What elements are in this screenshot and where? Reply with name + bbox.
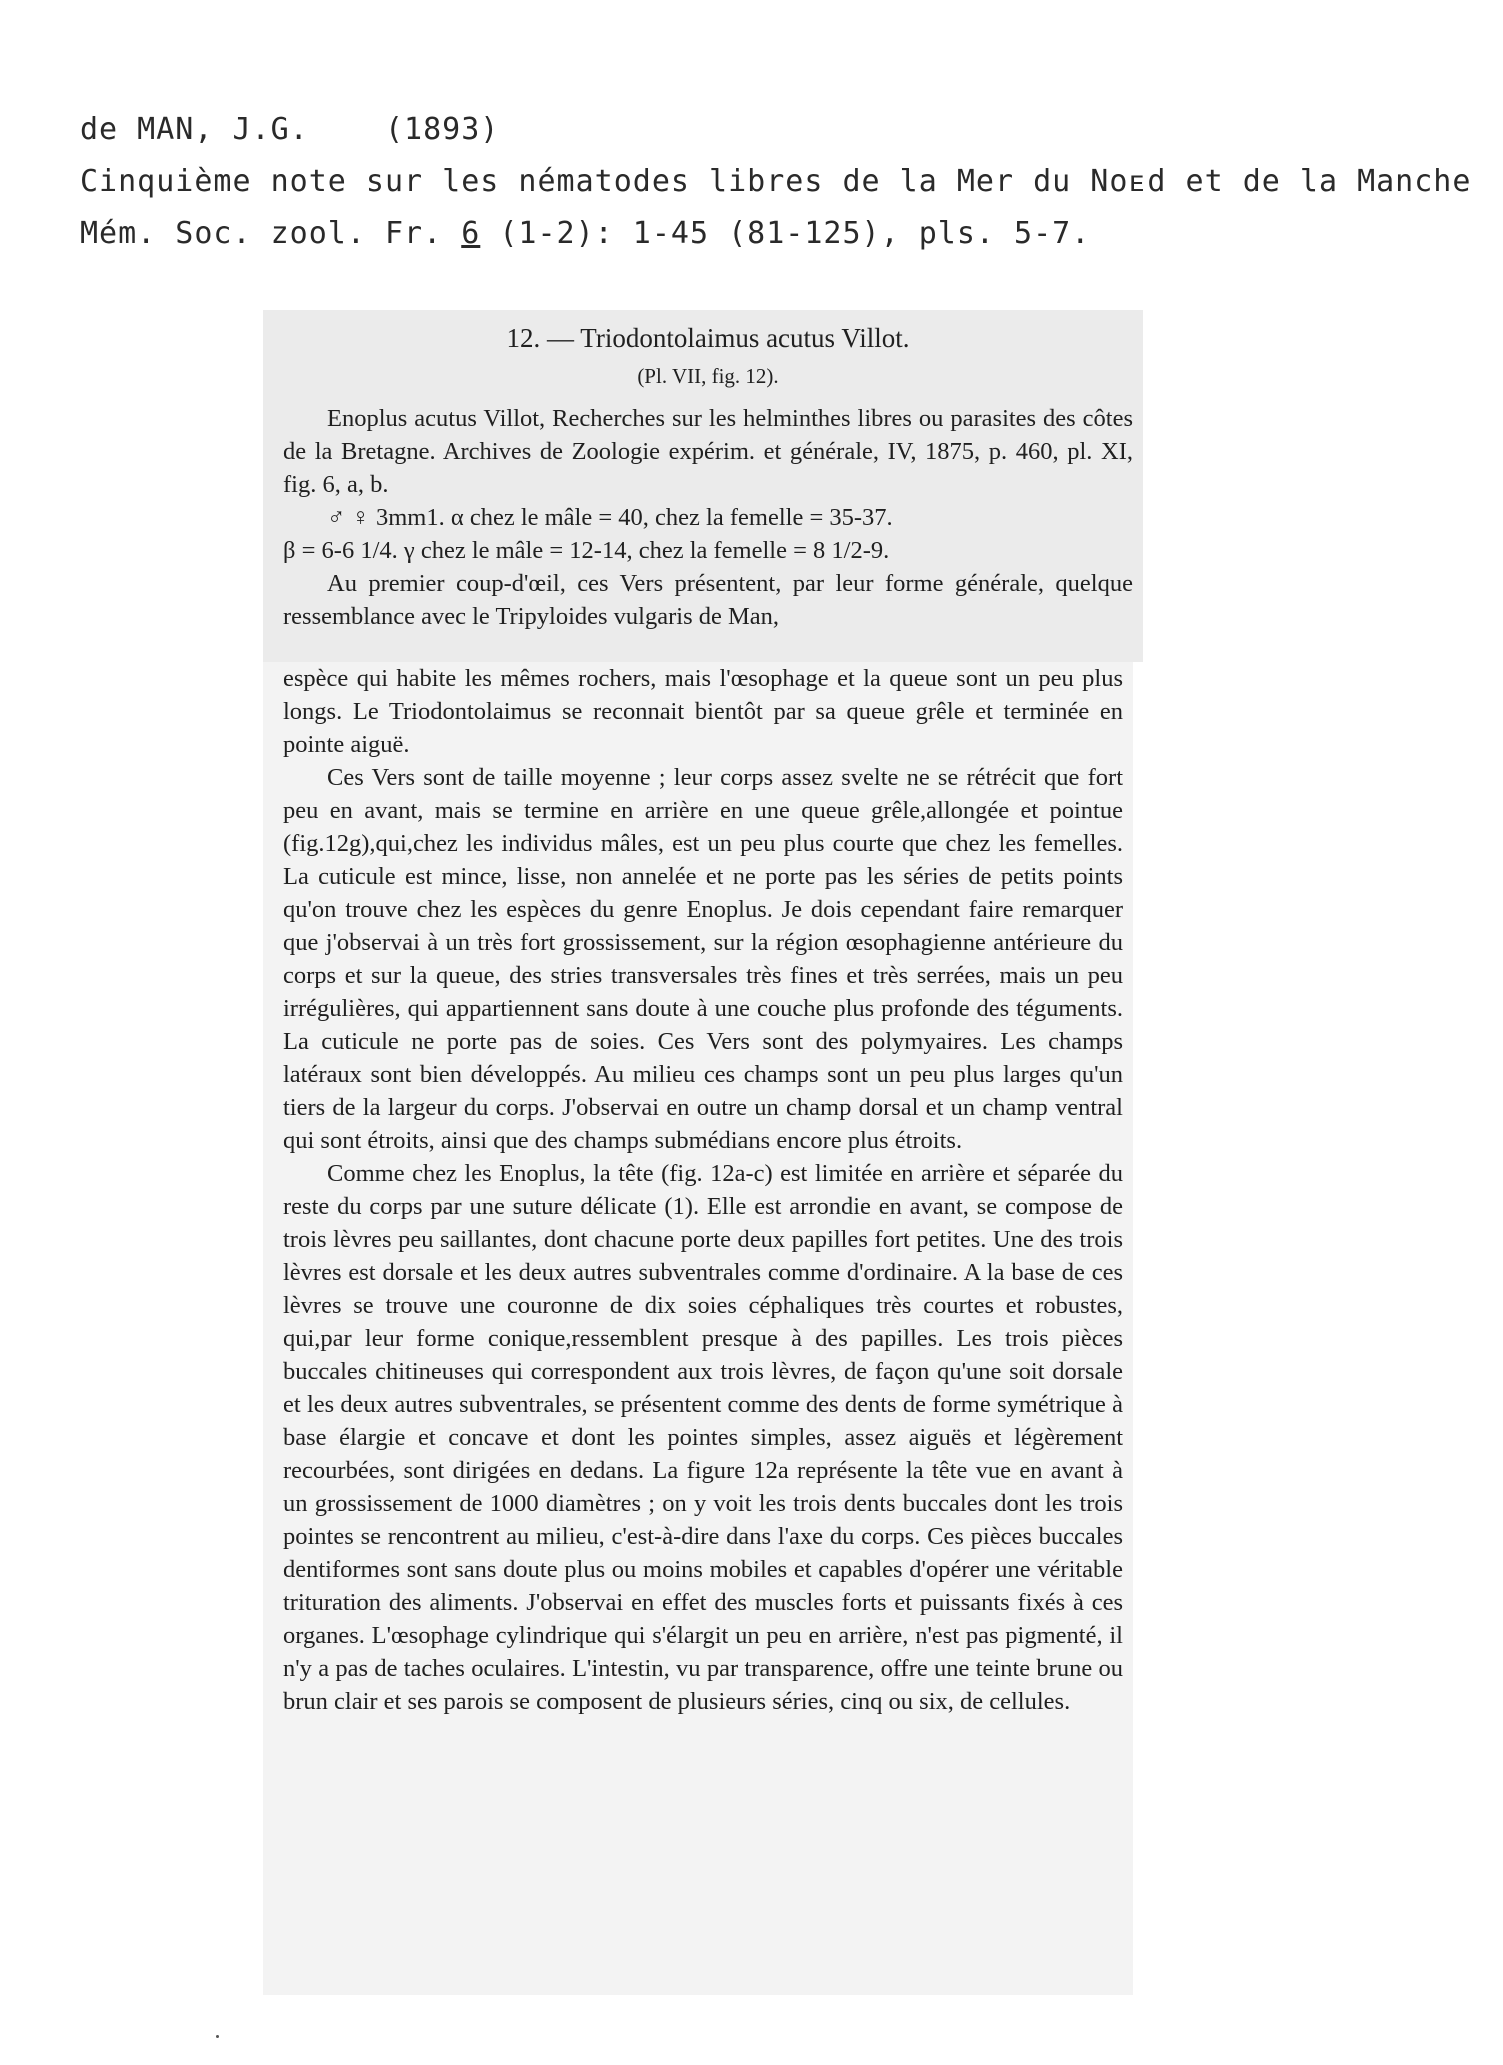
- species-heading: 12. — Triodontolaimus acutus Villot.: [506, 323, 910, 353]
- paragraph-1-continued: espèce qui habite les mêmes rochers, mais l'œsophage et la queue sont un peu plus longs. Le Triodontolaimus se reconnait bientôt par sa queue grêle et terminée en pointe aiguë.: [283, 665, 1123, 758]
- citation-title: Cinquième note sur les nématodes libres de la Mer du Noᴇd et de la Manche: [80, 164, 1472, 199]
- plate-reference: (Pl. VII, fig. 12).: [637, 364, 779, 388]
- citation-header: [80, 104, 1480, 260]
- scanned-clip-body: [263, 662, 1133, 1995]
- synonymy-paragraph: Enoplus acutus Villot, Recherches sur les helminthes libres ou parasites des côtes de la Bretagne. Archives de Zoologie expérim. et générale, IV, 1875, p. 460, pl. XI, fig. 6, a, b.: [283, 405, 1133, 498]
- citation-pages: (1-2): 1-45 (81-125), pls. 5-7.: [480, 216, 1091, 251]
- measurements-line-2: β = 6-6 1/4. γ chez le mâle = 12-14, chez la femelle = 8 1/2-9.: [283, 537, 890, 564]
- citation-volume: 6: [461, 216, 481, 251]
- citation-author-year: de MAN, J.G. (1893): [80, 112, 500, 147]
- citation-source: [80, 208, 1480, 260]
- paragraph-3: Comme chez les Enoplus, la tête (fig. 12a-c) est limitée en arrière et séparée du reste du corps par une suture délicate (1). Elle est arrondie en avant, se compose de trois lèvres peu saillantes, dont chacune porte deux papilles fort petites. Une des trois lèvres est dorsale et les deux autres subventrales comme d'ordinaire. A la base de ces lèvres se trouve une couronne de dix soies céphaliques très courtes et robustes, qui,par leur forme conique,ressemblent presque à des papilles. Les trois pièces buccales chitineuses qui correspondent aux trois lèvres, de façon qu'une soit dorsale et les deux autres subventrales, se présentent comme des dents de forme symétrique à base élargie et concave et dont les pointes simples, assez aiguës et légèrement recourbées, sont dirigées en dedans. La figure 12a représente la tête vue en avant à un grossissement de 1000 diamètres ; on y voit les trois dents buccales dont les trois pointes se rencontrent au milieu, c'est-à-dire dans l'axe du corps. Ces pièces buccales dentiformes sont sans doute plus ou moins mobiles et capables d'opérer une véritable trituration des aliments. J'observai en effet des muscles forts et puissants fixés à ces organes. L'œsophage cylindrique qui s'élargit un peu en arrière, n'est pas pigmenté, il n'y a pas de taches oculaires. L'intestin, vu par transparence, offre une teinte brune ou brun clair et ses parois se composent de plusieurs séries, cinq ou six, de cellules.: [283, 1160, 1123, 1715]
- paragraph-1-start: Au premier coup-d'œil, ces Vers présentent, par leur forme générale, quelque ressemblance avec le Tripyloides vulgaris de Man,: [283, 570, 1133, 630]
- measurements-line-1: ♂ ♀ 3mm1. α chez le mâle = 40, chez la femelle = 35-37.: [327, 504, 893, 531]
- scan-speck: [216, 2035, 219, 2038]
- paragraph-2: Ces Vers sont de taille moyenne ; leur corps assez svelte ne se rétrécit que fort peu en avant, mais se termine en arrière en une queue grêle,allongée et pointue (fig.12g),qui,chez les individus mâles, est un peu plus courte que chez les femelles. La cuticule est mince, lisse, non annelée et ne porte pas les séries de petits points qu'on trouve chez les espèces du genre Enoplus. Je dois cependant faire remarquer que j'observai à un très fort grossissement, sur la région œsophagienne antérieure du corps et sur la queue, des stries transversales très fines et très serrées, mais un peu irrégulières, qui appartiennent sans doute à une couche plus profonde des téguments. La cuticule ne porte pas de soies. Ces Vers sont des polymyaires. Les champs latéraux sont bien développés. Au milieu ces champs sont un peu plus larges qu'un tiers de la largeur du corps. J'observai en outre un champ dorsal et un champ ventral qui sont étroits, ainsi que des champs submédians encore plus étroits.: [283, 764, 1123, 1154]
- citation-journal: Mém. Soc. zool. Fr.: [80, 216, 462, 251]
- scanned-clip-top: [263, 310, 1143, 662]
